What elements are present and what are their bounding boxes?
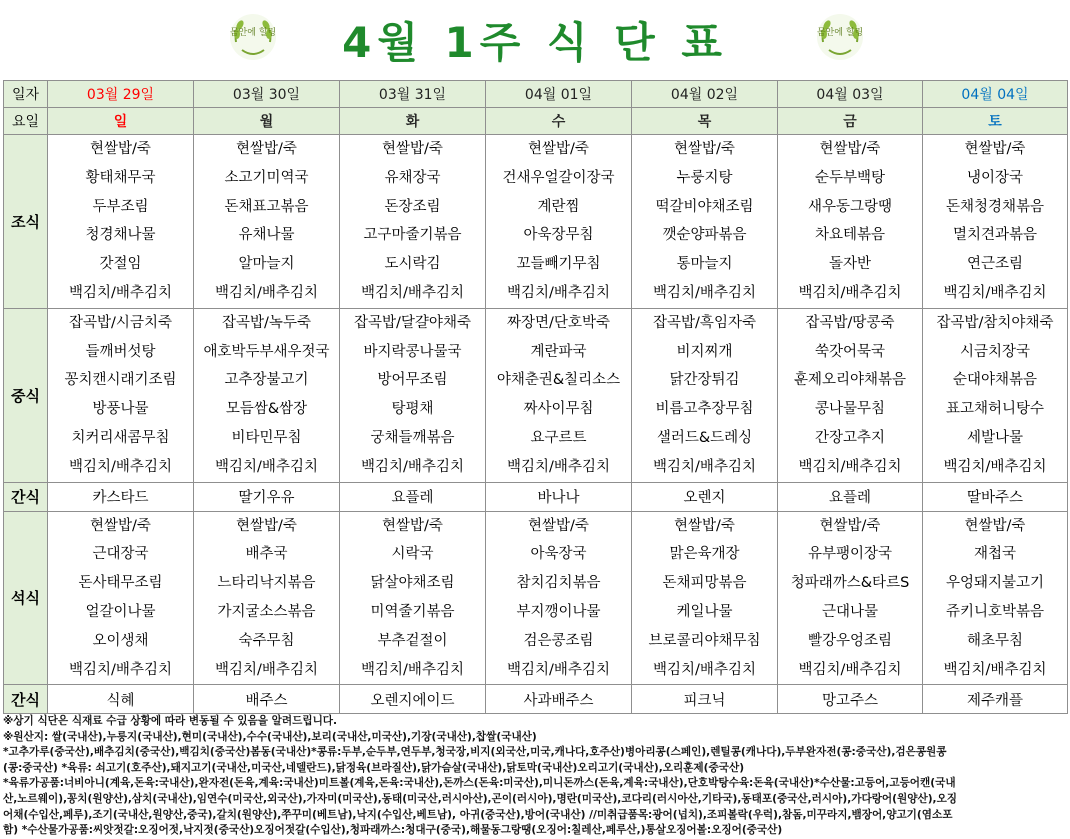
dinner-row xyxy=(4,511,1068,685)
menu-item: 바지락콩나물국 xyxy=(363,343,462,360)
menu-item: 백김치/배추김치 xyxy=(361,284,464,301)
date-cell: 04월 02일 xyxy=(632,81,778,108)
breakfast-cell xyxy=(486,135,632,309)
logo-text: 몸안에 힐링 xyxy=(816,28,864,38)
day-cell: 토 xyxy=(923,108,1068,135)
menu-item: 백김치/배추김치 xyxy=(507,661,610,678)
menu-item: 현쌀밥/죽 xyxy=(90,517,151,534)
menu-item: 탕평채 xyxy=(391,401,434,418)
menu-item: 백김치/배추김치 xyxy=(798,661,902,678)
menu-item: 재첩국 xyxy=(973,546,1017,563)
menu-item: 현쌀밥/죽 xyxy=(528,141,589,157)
menu-item: 샐러드&드레싱 xyxy=(656,429,753,446)
menu-item: 백김치/배추김치 xyxy=(507,284,610,301)
breakfast-cell xyxy=(194,135,340,309)
menu-item: 돈사태무조림 xyxy=(78,575,163,592)
menu-item: 백김치/배추김치 xyxy=(507,458,610,475)
snack-cell: 오렌지 xyxy=(632,482,778,511)
menu-item: 현쌀밥/죽 xyxy=(964,141,1026,157)
menu-item: 현쌀밥/죽 xyxy=(382,517,443,534)
menu-item: 돌자반 xyxy=(828,256,872,273)
dinner-cell xyxy=(923,511,1068,685)
day-cell: 수 xyxy=(486,108,632,135)
menu-item: 연근조림 xyxy=(966,256,1024,273)
menu-item: 청파래까스&타르S xyxy=(790,575,910,592)
dinner-cell xyxy=(778,511,923,685)
date-cell: 04월 01일 xyxy=(486,81,632,108)
menu-item: 쑥갓어묵국 xyxy=(814,343,886,360)
menu-item: 짜사이무침 xyxy=(523,401,594,418)
menu-item: 궁채들깨볶음 xyxy=(370,429,455,446)
menu-item: 숙주무침 xyxy=(238,632,295,649)
menu-item: 멸치견과볶음 xyxy=(952,227,1038,244)
day-row xyxy=(4,108,1068,135)
dinner-label: 석식 xyxy=(4,511,48,685)
menu-item: 방풍나물 xyxy=(92,401,149,418)
menu-item: 백김치/배추김치 xyxy=(798,284,902,301)
menu-item: 콩나물무침 xyxy=(814,401,886,418)
menu-item: 떡갈비야채조림 xyxy=(655,198,754,215)
menu-item: 해초무침 xyxy=(966,632,1024,649)
menu-item: 순대야채볶음 xyxy=(952,372,1038,389)
menu-item: 현쌀밥/죽 xyxy=(819,517,881,534)
menu-item: 돈장조림 xyxy=(384,198,441,215)
snack-cell: 딸바주스 xyxy=(923,482,1068,511)
menu-item: 백김치/배추김치 xyxy=(361,661,464,678)
dinner-cell xyxy=(194,511,340,685)
menu-item: 황태채무국 xyxy=(85,169,156,186)
menu-item: 백김치/배추김치 xyxy=(215,661,318,678)
menu-item: 냉이장국 xyxy=(966,169,1024,186)
menu-item: 청경채나물 xyxy=(85,227,156,244)
snack-cell: 제주캐플 xyxy=(923,685,1068,714)
menu-item: 세발나물 xyxy=(966,429,1024,446)
lunch-cell xyxy=(778,308,923,482)
menu-item: 새우동그랑땡 xyxy=(807,198,893,215)
lunch-cell xyxy=(194,308,340,482)
menu-item: 시락국 xyxy=(391,546,434,563)
menu-item: 빨강우엉조림 xyxy=(807,632,893,649)
menu-item: 누룽지탕 xyxy=(676,169,733,186)
snack-cell: 배주스 xyxy=(194,685,340,714)
menu-item: 요구르트 xyxy=(530,429,587,446)
menu-item: 비지찌개 xyxy=(676,343,733,360)
menu-item: 건새우얼갈이장국 xyxy=(502,169,615,186)
menu-item: 잡곡밥/땅콩죽 xyxy=(805,314,895,331)
menu-item: 현쌀밥/죽 xyxy=(674,141,735,157)
menu-item: 부지깽이나물 xyxy=(516,603,601,620)
dinner-cell xyxy=(632,511,778,685)
footer-note-line: *고추가루(중국산),배추김치(중국산),백김치(중국산)봄동(국내산)*콩류:두부,순두부,연두부,청국장,비지(외국산,미국,캐나다,호주산)병아리콩(스페인),렌틸콩(캐나다),두부완자전(콩:중국산),검은콩원콩 xyxy=(3,746,947,759)
menu-item: 유채장국 xyxy=(384,169,441,186)
menu-item: 검은콩조림 xyxy=(523,632,594,649)
menu-item: 비름고추장무침 xyxy=(655,401,754,418)
menu-item: 현쌀밥/죽 xyxy=(528,517,589,534)
menu-item: 느타리낙지볶음 xyxy=(217,575,316,592)
menu-item: 야채춘권&칠리소스 xyxy=(496,372,621,389)
menu-item: 갓절임 xyxy=(99,256,142,273)
menu-item: 현쌀밥/죽 xyxy=(382,141,443,157)
menu-item: 아욱장국 xyxy=(530,546,587,563)
menu-item: 계란파국 xyxy=(530,343,587,360)
menu-item: 도시락김 xyxy=(384,256,441,273)
lunch-row xyxy=(4,308,1068,482)
menu-item: 유부팽이장국 xyxy=(807,546,893,563)
menu-item: 방어무조림 xyxy=(377,372,448,389)
menu-item: 차요테볶음 xyxy=(814,227,886,244)
snack-cell: 오렌지에이드 xyxy=(340,685,486,714)
snack-label: 간식 xyxy=(4,685,48,714)
date-cell: 04월 03일 xyxy=(778,81,923,108)
menu-item: 계란찜 xyxy=(537,198,580,215)
menu-item: 훈제오리야채볶음 xyxy=(793,372,907,389)
footer-note-line: ※원산지: 쌀(국내산),누룽지(국내산),현미(국내산),수수(국내산),보리(국내산,미국산),기장(국내산),찹쌀(국내산) xyxy=(3,730,537,743)
footer-note-line: ※상기 식단은 식재료 수급 상황에 따라 변동될 수 있음을 알려드립니다. xyxy=(3,715,338,727)
menu-item: 얼갈이나물 xyxy=(85,603,156,620)
menu-table xyxy=(3,80,1068,714)
menu-item: 들깨버섯탕 xyxy=(85,343,156,360)
breakfast-cell xyxy=(778,135,923,309)
menu-item: 미역줄기볶음 xyxy=(370,603,455,620)
menu-item: 꽁치캔시래기조림 xyxy=(64,372,177,389)
menu-item: 잡곡밥/달걀야채죽 xyxy=(354,314,471,331)
menu-item: 돈채청경채볶음 xyxy=(945,198,1045,215)
menu-item: 백김치/배추김치 xyxy=(69,661,172,678)
menu-item: 백김치/배추김치 xyxy=(798,458,902,475)
menu-item: 고구마줄기볶음 xyxy=(363,227,462,244)
dinner-cell xyxy=(486,511,632,685)
snack-cell: 카스타드 xyxy=(48,482,194,511)
menu-item: 백김치/배추김치 xyxy=(943,661,1047,678)
lunch-cell xyxy=(632,308,778,482)
lunch-cell xyxy=(48,308,194,482)
menu-item: 표고채허니탕수 xyxy=(945,401,1045,418)
date-cell: 03월 30일 xyxy=(194,81,340,108)
lunch-cell xyxy=(923,308,1068,482)
menu-item: 닭살야채조림 xyxy=(370,575,455,592)
menu-item: 잡곡밥/시금치죽 xyxy=(69,314,172,331)
menu-item: 꼬들빼기무침 xyxy=(516,256,601,273)
menu-item: 백김치/배추김치 xyxy=(69,284,172,301)
menu-item: 케일나물 xyxy=(676,603,733,620)
menu-item: 백김치/배추김치 xyxy=(215,458,318,475)
menu-item: 현쌀밥/죽 xyxy=(90,141,151,157)
menu-item: 모듬쌈&쌈장 xyxy=(225,401,308,418)
snack-cell: 요플레 xyxy=(778,482,923,511)
day-cell: 목 xyxy=(632,108,778,135)
menu-item: 애호박두부새우젓국 xyxy=(203,343,330,360)
day-cell: 금 xyxy=(778,108,923,135)
menu-item: 치커리새콤무침 xyxy=(71,429,170,446)
menu-item: 닭간장튀김 xyxy=(669,372,740,389)
day-cell: 일 xyxy=(48,108,194,135)
menu-item: 두부조림 xyxy=(92,198,149,215)
snack-cell: 요플레 xyxy=(340,482,486,511)
menu-item: 오이생채 xyxy=(92,632,149,649)
dinner-cell xyxy=(48,511,194,685)
page-title: 4월 1주 식 단 표 xyxy=(342,18,728,67)
breakfast-cell xyxy=(340,135,486,309)
menu-item: 가지굴소스볶음 xyxy=(217,603,316,620)
date-label: 일자 xyxy=(4,81,48,108)
menu-item: 돈채피망볶음 xyxy=(662,575,747,592)
logo-text: 몸안에 힐링 xyxy=(229,28,277,38)
menu-item: 백김치/배추김치 xyxy=(653,661,756,678)
menu-item: 시금치장국 xyxy=(959,343,1031,360)
dinner-cell xyxy=(340,511,486,685)
menu-item: 우엉돼지불고기 xyxy=(945,575,1045,592)
menu-item: 통마늘지 xyxy=(676,256,733,273)
menu-item: 백김치/배추김치 xyxy=(215,284,318,301)
logo-right xyxy=(815,12,865,62)
menu-item: 현쌀밥/죽 xyxy=(236,141,297,157)
lunch-cell xyxy=(486,308,632,482)
menu-item: 배추국 xyxy=(245,546,288,563)
footer-note-line: *육류가공품:너비아니(계육,돈육:국내산),완자전(돈육,계육:국내산)미트볼(계육,돈육:국내산),돈까스(돈육:미국산),미니돈까스(돈육,계육:국내산),단호박탕수육:돈육(국내산)*수산물:고등어,고등어캔(국내 xyxy=(3,777,956,790)
lunch-label: 중식 xyxy=(4,308,48,482)
menu-item: 짜장면/단호박죽 xyxy=(507,314,610,331)
menu-item: 알마늘지 xyxy=(238,256,295,273)
menu-item: 유채나물 xyxy=(238,227,295,244)
menu-item: 백김치/배추김치 xyxy=(653,284,756,301)
footer-note-line: (콩:중국산) *육류: 쇠고기(호주산),돼지고기(국내산,미국산,네델란드),닭정육(브라질산),닭가슴살(국내산),닭토막(국내산)오리고기(국내산),오리훈제(중국산) xyxy=(3,761,745,774)
snack-row xyxy=(4,685,1068,714)
menu-item: 근대나물 xyxy=(821,603,879,620)
menu-item: 잡곡밥/참치야채죽 xyxy=(936,314,1054,331)
menu-item: 현쌀밥/죽 xyxy=(236,517,297,534)
date-cell: 04월 04일 xyxy=(923,81,1068,108)
snack-label: 간식 xyxy=(4,482,48,511)
date-cell: 03월 31일 xyxy=(340,81,486,108)
menu-item: 현쌀밥/죽 xyxy=(819,141,881,157)
snack-cell: 딸기우유 xyxy=(194,482,340,511)
title-area xyxy=(0,0,1070,80)
menu-item: 부추겉절이 xyxy=(377,632,448,649)
menu-item: 잡곡밥/흑임자죽 xyxy=(653,314,756,331)
date-cell: 03월 29일 xyxy=(48,81,194,108)
menu-item: 백김치/배추김치 xyxy=(943,284,1047,301)
footer-note-line: 어채(수입산,페루),조기(국내산,원양산,중국),갈치(원양산),쭈꾸미(베트남),낙지(수입산,베트남), 아귀(중국산),방어(국내산) //미취급품목:광어(넙치),조피볼락(우럭),참돔,미꾸라지,뱀장어,양고기(염소포 xyxy=(3,808,953,821)
snack-cell: 피크닉 xyxy=(632,685,778,714)
breakfast-row xyxy=(4,135,1068,309)
menu-item: 비타민무침 xyxy=(231,429,302,446)
menu-item: 소고기미역국 xyxy=(224,169,309,186)
menu-item: 백김치/배추김치 xyxy=(361,458,464,475)
menu-item: 백김치/배추김치 xyxy=(653,458,756,475)
snack-cell: 바나나 xyxy=(486,482,632,511)
snack-cell: 식혜 xyxy=(48,685,194,714)
notes-footer xyxy=(3,714,1067,839)
menu-item: 백김치/배추김치 xyxy=(69,458,172,475)
snack-cell: 망고주스 xyxy=(778,685,923,714)
breakfast-label: 조식 xyxy=(4,135,48,309)
snack-cell: 사과배주스 xyxy=(486,685,632,714)
breakfast-cell xyxy=(923,135,1068,309)
menu-item: 쥬키니호박볶음 xyxy=(945,603,1045,620)
day-cell: 월 xyxy=(194,108,340,135)
menu-item: 아욱장무침 xyxy=(523,227,594,244)
menu-item: 참치김치볶음 xyxy=(516,575,601,592)
menu-item: 브로콜리야채무침 xyxy=(648,632,761,649)
date-row xyxy=(4,81,1068,108)
menu-item: 깻순양파볶음 xyxy=(662,227,747,244)
menu-item: 현쌀밥/죽 xyxy=(964,517,1026,534)
breakfast-cell xyxy=(48,135,194,309)
menu-item: 잡곡밥/녹두죽 xyxy=(222,314,311,331)
lunch-cell xyxy=(340,308,486,482)
footer-note-line: 함) *수산물가공품:씨앗젓갈:오징어젓,낙지젓(중국산)오징어젓갈(수입산),청파래까스:청대구(중국),해물동그랑땡(오징어:칠레산,페루산,)통살오징어볼:오징어(중국산) xyxy=(3,824,783,837)
footer-note-line: 산,노르웨이),꽁치(원양산),삼치(국내산),임연수(미국산,외국산),가자미(미국산),동태(미국산,러시아산),곤이(러시아),명란(미국산),코다리(러시아산,기타국),동태포(중국산,러시아),가다랑어(원양산),오징 xyxy=(3,792,958,805)
menu-item: 순두부백탕 xyxy=(814,169,886,186)
menu-item: 돈채표고볶음 xyxy=(224,198,309,215)
menu-item: 현쌀밥/죽 xyxy=(674,517,735,534)
menu-item: 맑은육개장 xyxy=(669,546,740,563)
menu-item: 고추장불고기 xyxy=(224,372,309,389)
day-label: 요일 xyxy=(4,108,48,135)
menu-item: 근대장국 xyxy=(92,546,149,563)
breakfast-cell xyxy=(632,135,778,309)
snack-row xyxy=(4,482,1068,511)
menu-item: 간장고추지 xyxy=(814,429,886,446)
day-cell: 화 xyxy=(340,108,486,135)
menu-item: 백김치/배추김치 xyxy=(943,458,1047,475)
